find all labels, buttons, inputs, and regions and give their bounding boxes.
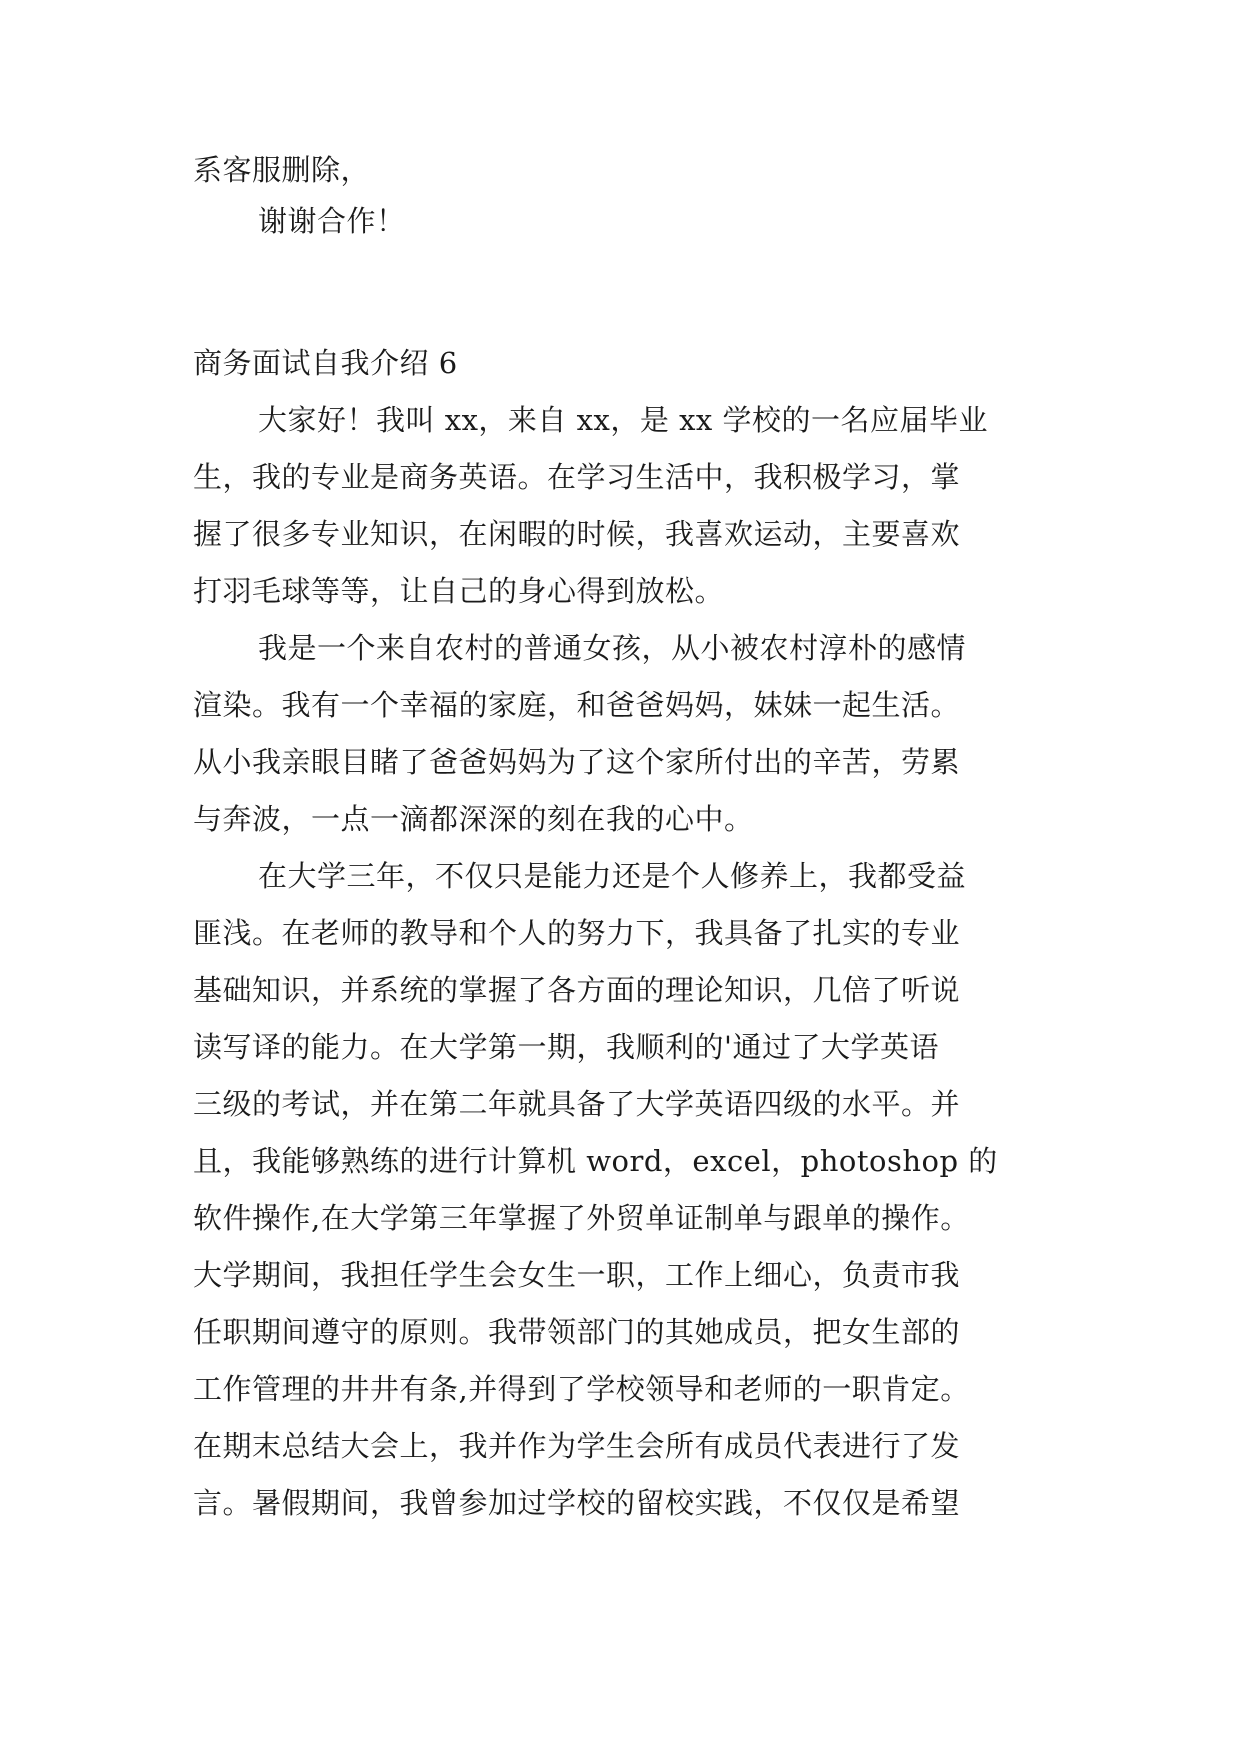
paragraph-3-line-11: 在期末总结大会上，我并作为学生会所有成员代表进行了发 [193,1429,961,1463]
section-heading: 商务面试自我介绍 6 [193,346,458,380]
text-line-2: 谢谢合作！ [258,204,406,238]
paragraph-1-line-4: 打羽毛球等等，让自己的身心得到放松。 [193,574,725,608]
paragraph-3-line-7: 软件操作,在大学第三年掌握了外贸单证制单与跟单的操作。 [193,1201,970,1235]
paragraph-2-line-1: 我是一个来自农村的普通女孩，从小被农村淳朴的感情 [258,631,967,665]
paragraph-2-line-4: 与奔波，一点一滴都深深的刻在我的心中。 [193,802,754,836]
paragraph-3-line-1: 在大学三年，不仅只是能力还是个人修养上，我都受益 [258,859,967,893]
paragraph-3-line-5: 三级的考试，并在第二年就具备了大学英语四级的水平。并 [193,1087,961,1121]
paragraph-3-line-4: 读写译的能力。在大学第一期，我顺利的'通过了大学英语 [193,1030,939,1064]
paragraph-2-line-3: 从小我亲眼目睹了爸爸妈妈为了这个家所付出的辛苦，劳累 [193,745,961,779]
paragraph-3-line-10: 工作管理的井井有条,并得到了学校领导和老师的一职肯定。 [193,1372,970,1406]
paragraph-3-line-9: 任职期间遵守的原则。我带领部门的其她成员，把女生部的 [193,1315,961,1349]
paragraph-1-line-1: 大家好！我叫 xx，来自 xx，是 xx 学校的一名应届毕业 [258,403,989,437]
paragraph-3-line-8: 大学期间，我担任学生会女生一职，工作上细心，负责市我 [193,1258,961,1292]
paragraph-1-line-3: 握了很多专业知识，在闲暇的时候，我喜欢运动，主要喜欢 [193,517,961,551]
paragraph-3-line-6: 且，我能够熟练的进行计算机 word，excel，photoshop 的 [193,1144,998,1178]
paragraph-3-line-12: 言。暑假期间，我曾参加过学校的留校实践，不仅仅是希望 [193,1486,961,1520]
paragraph-1-line-2: 生，我的专业是商务英语。在学习生活中，我积极学习，掌 [193,460,961,494]
paragraph-2-line-2: 渲染。我有一个幸福的家庭，和爸爸妈妈，妹妹一起生活。 [193,688,961,722]
text-line-1: 系客服删除， [193,153,371,187]
paragraph-3-line-2: 匪浅。在老师的教导和个人的努力下，我具备了扎实的专业 [193,916,961,950]
paragraph-3-line-3: 基础知识，并系统的掌握了各方面的理论知识，几倍了听说 [193,973,961,1007]
